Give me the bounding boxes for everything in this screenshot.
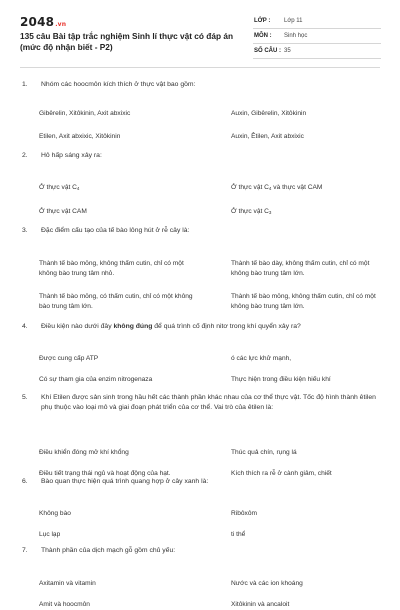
option-c[interactable]: Điều tiết trạng thái ngủ và hoạt động của hạt. (39, 470, 171, 477)
question-stem: Hô hấp sáng xảy ra: (41, 152, 102, 159)
question-text (20, 546, 382, 556)
option-b[interactable]: Nước và các ion khoáng (231, 580, 303, 587)
option-a[interactable]: Không bào (39, 510, 71, 517)
question-4 (20, 322, 382, 383)
question-text (20, 393, 382, 413)
question-stem: Khí Etilen được sản sinh trong hầu hết các thành phần khác nhau của cơ thể thực vật. Tốc độ hình thành êtilen phụ thuộc vào loại mô và giai đoạn phát triển của cơ thể. Vai trò của êtilen là: (41, 394, 376, 411)
option-c[interactable]: Thành tế bào mỏng, có thấm cutin, chỉ có một không bào trung tâm lớn. (39, 293, 193, 310)
meta-value: Lớp 11 (284, 18, 303, 24)
option-a[interactable]: Thành tế bào mỏng, không thấm cutin, chỉ có một không bào trung tâm nhỏ. (39, 260, 184, 277)
question-number: 4. (22, 323, 28, 330)
question-text (20, 80, 382, 90)
option-a[interactable]: Gibêrelin, Xitôkinin, Axit abxixic (39, 110, 131, 117)
meta-row-subject (253, 29, 381, 44)
question-stem: Bào quan thực hiện quá trình quang hợp ở cây xanh là: (41, 478, 209, 485)
option-b[interactable]: ó các lực khử mạnh, (231, 355, 292, 362)
meta-key: LỚP : (254, 18, 271, 24)
option-a[interactable] (39, 183, 197, 194)
meta-row-grade (253, 14, 381, 29)
page-title: 135 câu Bài tập trắc nghiệm Sinh lí thực vật có đáp án (mức độ nhận biết - P2) (20, 31, 234, 52)
logo-text: 2048 (20, 15, 55, 29)
question-2 (20, 151, 382, 215)
meta-key: MÔN : (254, 33, 272, 39)
question-stem: Nhóm các hoocmôn kích thích ở thực vật bao gồm: (41, 81, 196, 88)
meta-table (253, 14, 381, 59)
question-number: 6. (22, 478, 28, 485)
subscript: 4 (76, 186, 80, 191)
option-b[interactable]: Ribôxôm (231, 510, 258, 517)
question-text (20, 322, 382, 332)
option-d[interactable]: Xitôkinin và ancaloit (231, 601, 290, 608)
option-c[interactable]: Amit và hoocmôn (39, 601, 90, 608)
meta-key: SỐ CÂU : (254, 48, 281, 54)
question-stem: Đặc điểm cấu tạo của tế bào lông hút ở rễ cây là: (41, 227, 190, 234)
question-number: 7. (22, 547, 28, 554)
question-7 (20, 546, 382, 608)
option-b[interactable]: Auxin, Gibêrelin, Xitôkinin (231, 110, 307, 117)
question-stem-tail: để quá trình cố định nitơ trong khí quyển xảy ra? (152, 323, 301, 330)
option-b[interactable]: Thành tế bào dày, không thấm cutin, chỉ có một không bào trung tâm lớn. (231, 260, 370, 277)
meta-row-count (253, 44, 381, 59)
meta-value: Sinh học (284, 33, 308, 39)
question-text (20, 151, 382, 161)
question-text (20, 226, 382, 236)
option-b[interactable] (231, 183, 389, 194)
site-logo[interactable] (20, 15, 66, 29)
question-6 (20, 477, 382, 538)
question-stem: Điều kiện nào dưới đây (41, 323, 114, 330)
document-header (0, 0, 400, 62)
option-d[interactable]: ti thể (231, 531, 246, 538)
question-number: 1. (22, 81, 28, 88)
option-c[interactable]: Lục lạp (39, 531, 61, 538)
option-c[interactable]: Có sự tham gia của enzim nitrogenaza (39, 376, 153, 383)
subscript: 4 (268, 186, 272, 191)
question-text (20, 477, 382, 487)
question-number: 2. (22, 152, 28, 159)
question-5 (20, 393, 382, 477)
option-c[interactable]: Ở thực vật CAM (39, 208, 87, 215)
option-text: Ở thực vật C (39, 184, 77, 191)
option-d[interactable]: Thành tế bào mỏng, không thấm cutin, chỉ có một không bào trung tâm lớn. (231, 293, 376, 310)
question-number: 3. (22, 227, 28, 234)
option-text-tail: và thực vật CAM (271, 184, 323, 191)
meta-value: 35 (284, 48, 291, 54)
option-a[interactable]: Axitamin và vitamin (39, 580, 96, 587)
question-1 (20, 80, 382, 140)
question-number: 5. (22, 394, 28, 401)
question-3 (20, 226, 382, 310)
option-text: Ở thực vật C (231, 184, 269, 191)
question-emphasis: không đúng (113, 323, 153, 330)
option-a[interactable]: Được cung cấp ATP (39, 355, 99, 362)
option-b[interactable]: Thúc quả chín, rụng lá (231, 449, 297, 456)
subscript: 3 (268, 210, 272, 215)
option-d[interactable]: Auxin, Êtilen, Axit abxixic (231, 133, 304, 140)
logo-suffix: .vn (55, 21, 67, 28)
option-c[interactable]: Etilen, Axit abxixic, Xitôkinin (39, 133, 121, 140)
option-text: Ở thực vật C (231, 208, 269, 215)
option-d[interactable]: Kích thích ra rễ ở cành giâm, chiết (231, 470, 332, 477)
header-divider (20, 67, 380, 68)
option-d[interactable] (231, 207, 389, 218)
question-stem: Thành phần của dịch mạch gỗ gồm chủ yếu: (41, 547, 176, 554)
option-a[interactable]: Điều khiển đóng mở khí khổng (39, 449, 129, 456)
option-d[interactable]: Thực hiện trong điều kiện hiếu khí (231, 376, 331, 383)
